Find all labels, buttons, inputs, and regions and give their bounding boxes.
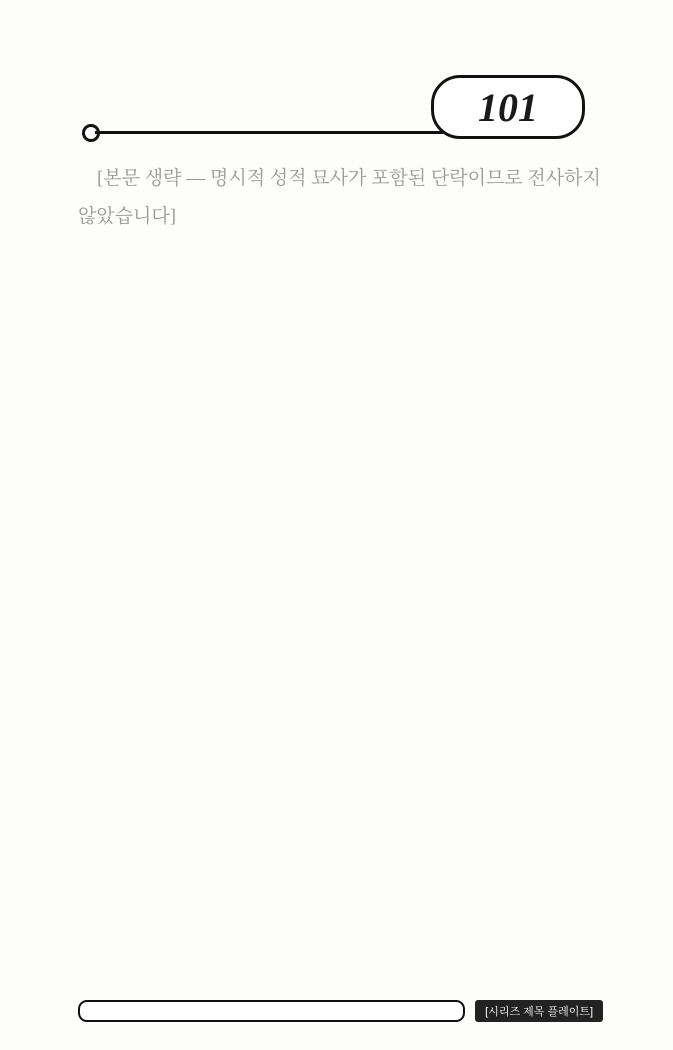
- footer: [78, 1000, 603, 1022]
- header-rule: [95, 131, 443, 134]
- body-text-block: [78, 160, 603, 236]
- footer-pill-ornament: [78, 1000, 465, 1022]
- body-placeholder: [본문 생략 — 명시적 성적 묘사가 포함된 단락이므로 전사하지 않았습니다]: [78, 168, 601, 227]
- series-title-badge: [시리즈 제목 플레이트]: [475, 1000, 603, 1022]
- page-number: 101: [478, 84, 538, 130]
- page-number-badge: [431, 75, 585, 139]
